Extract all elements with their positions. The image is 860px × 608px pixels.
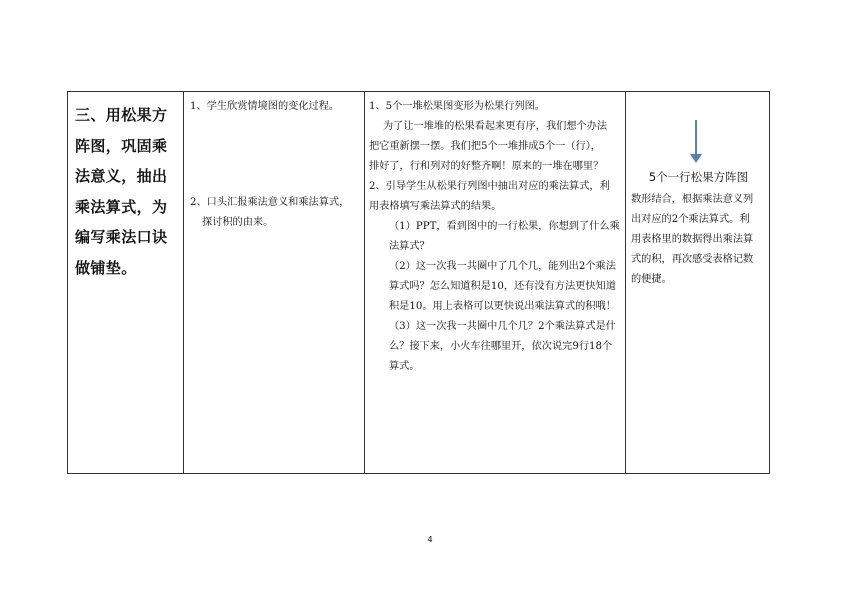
teacher-line: 2、引导学生从松果行列图中抽出对应的乘法算式，利 [369,181,610,192]
teacher-line: 排好了，行和列对的好整齐啊！原来的一堆在哪里？ [369,161,604,172]
design-intent-cell [626,92,771,473]
design-intent-text [631,190,769,290]
student-activity-cell [184,92,365,473]
teacher-line: 法算式？ [389,241,430,252]
teacher-line: 用表格填写乘法算式的结果。 [369,201,502,212]
student-activity-2-line1: 2、口头汇报乘法意义和乘法算式， [190,197,350,208]
teacher-line: 么？接下来，小火车往哪里开，依次说完9行18个 [389,341,613,352]
image-caption: 5个一行松果方阵图 [648,170,749,184]
teacher-line: 算式吗？怎么知道积是10，还有没有方法更快知道 [389,281,616,292]
section-heading-cell [68,92,184,473]
teacher-line: 算式。 [389,361,420,372]
teacher-activity-body [369,97,622,377]
down-arrow-icon [695,120,697,158]
teacher-activity-cell [365,92,626,473]
teacher-line: （1）PPT，看到图中的一行松果，你想到了什么乘 [389,221,620,232]
lesson-plan-table [67,91,770,474]
arrowhead-icon [690,154,702,163]
design-line: 出对应的2个乘法算式。利 [631,214,750,225]
student-activity-2-line2: 探讨积的由来。 [202,217,274,228]
design-line: 用表格里的数据得出乘法算 [631,234,754,245]
teacher-line: 为了让一堆堆的松果看起来更有序，我们想个办法 [383,121,608,132]
teacher-line: 积是10。用上表格可以更快说出乘法算式的积哦！ [389,301,616,312]
teacher-line: 1、5个一堆松果图变形为松果行列图。 [369,101,545,112]
teacher-line: （3）这一次我一共圈中几个几？2个乘法算式是什 [389,321,616,332]
design-line: 式的积，再次感受表格记数 [631,254,754,265]
design-line: 的便捷。 [631,274,672,285]
teacher-line: 把它重新摆一摆。我们把5个一堆排成5个一（行）， [369,141,601,152]
design-line: 数形结合，根据乘法意义列 [631,194,754,205]
student-activity-1: 1、学生欣赏情境图的变化过程。 [190,101,340,112]
section-heading: 三、用松果方阵图，巩固乘法意义，抽出乘法算式，为编写乘法口诀做铺垫。 [75,106,168,277]
teacher-line: （2）这一次我一共圈中了几个几，能列出2个乘法 [389,261,616,272]
student-activity-2 [190,193,360,233]
page-number: 4 [427,535,433,544]
